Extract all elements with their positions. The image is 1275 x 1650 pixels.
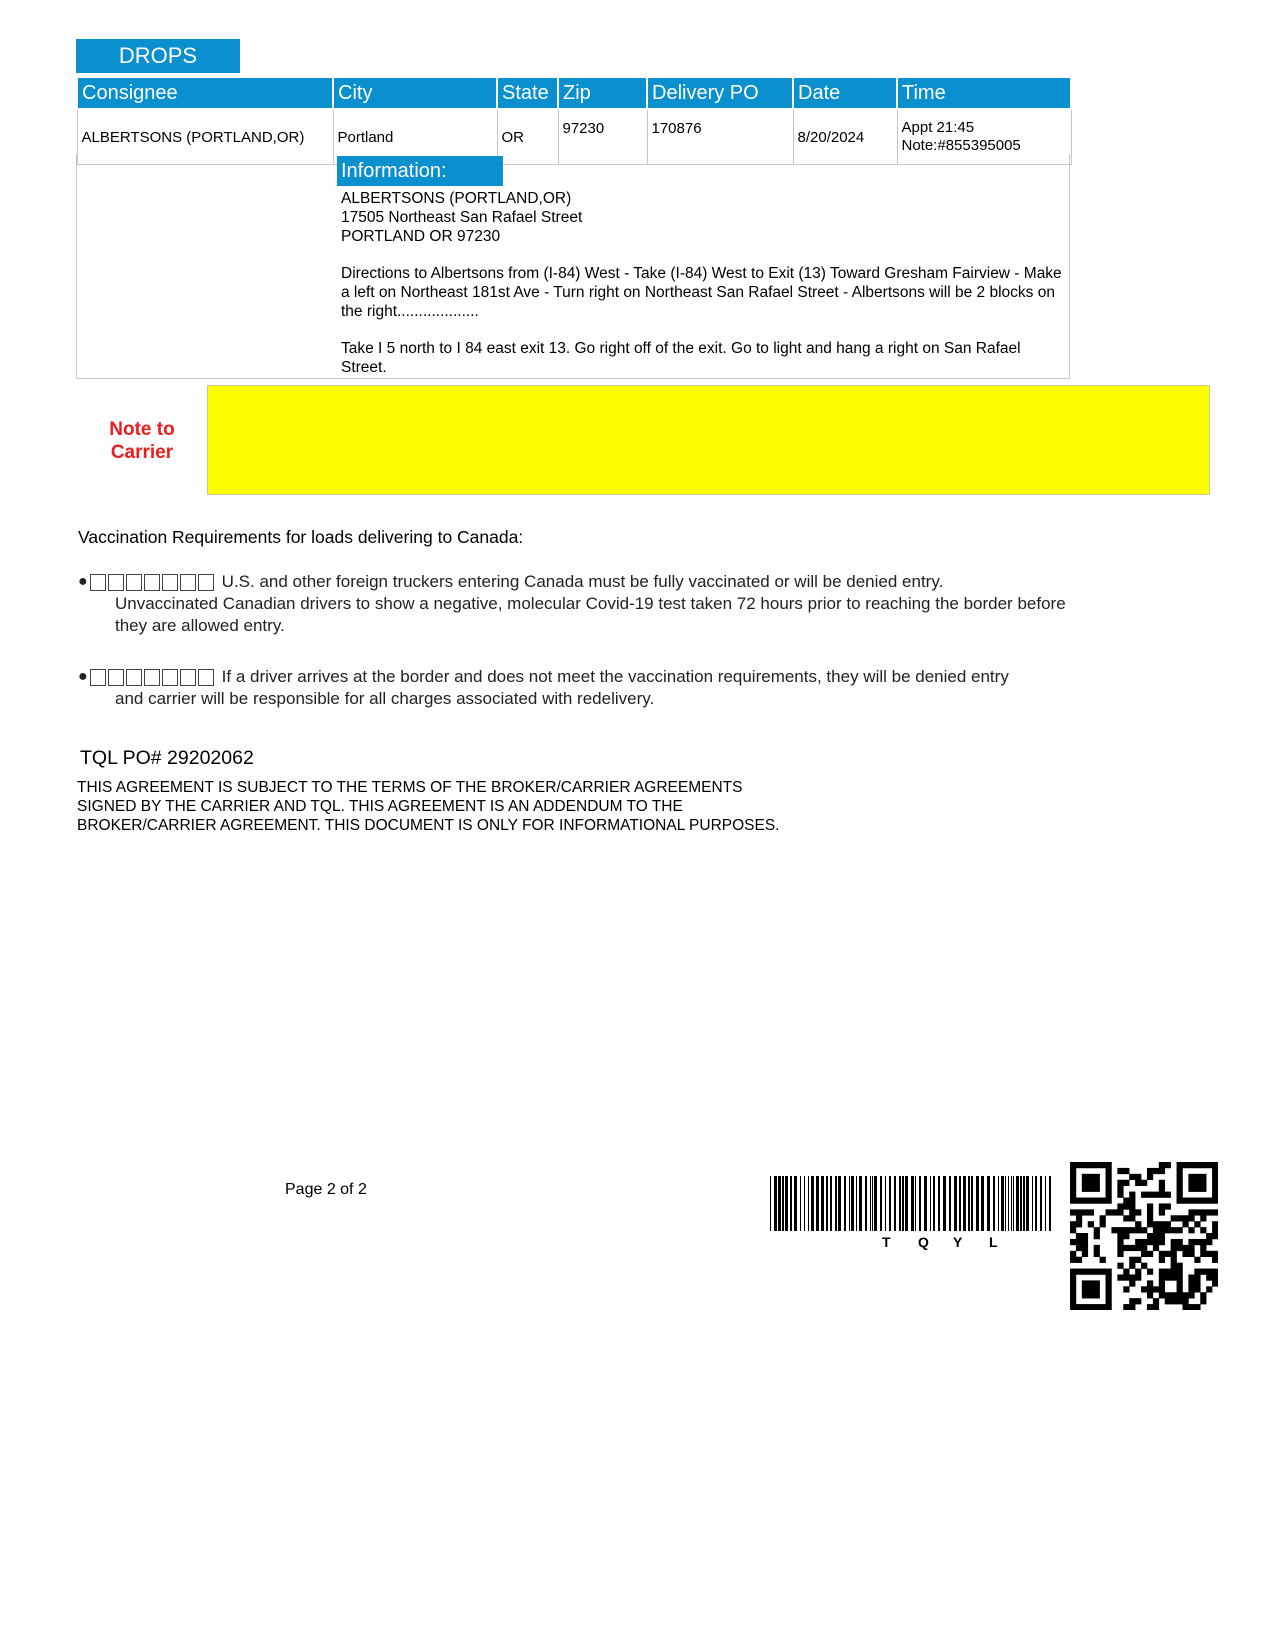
cell-delivery-po: 170876 — [647, 109, 793, 165]
address-line-1: ALBERTSONS (PORTLAND,OR) — [341, 190, 572, 207]
vaccination-bullet-1 — [78, 571, 1088, 637]
qr-code-image — [1070, 1162, 1218, 1310]
vaccination-title: Vaccination Requirements for loads delivering to Canada: — [78, 527, 524, 547]
page-number: Page 2 of 2 — [285, 1181, 367, 1198]
alt-directions-text: Take I 5 north to I 84 east exit 13. Go right off of the exit. Go to light and hang a right on San Rafael Street. — [341, 340, 1021, 376]
bullet-dot-icon: ● — [78, 573, 88, 590]
drops-table — [76, 76, 1072, 165]
agreement-text: THIS AGREEMENT IS SUBJECT TO THE TERMS OF THE BROKER/CARRIER AGREEMENTS SIGNED BY THE CARRIER AND TQL. THIS AGREEMENT IS AN ADDENDUM TO THE BROKER/CARRIER AGREEMENT. THIS DOCUMENT IS ONLY FOR INFORMATIONAL PURPOSES. — [77, 779, 780, 834]
directions-text: Directions to Albertsons from (I-84) West - Take (I-84) West to Exit (13) Toward Gresham Fairview - Make a left on Northeast 181st Ave - Turn right on Northeast San Rafael Street - Albertsons will be 2 blocks on the right................... — [341, 265, 1062, 320]
header-date: Date — [793, 77, 897, 109]
cell-city: Portland — [333, 109, 497, 165]
note-label-line-2: Carrier — [110, 442, 174, 463]
note-to-carrier-label — [104, 418, 180, 464]
bullet-dot-icon: ● — [78, 668, 88, 685]
time-appt: Appt 21:45 — [901, 119, 975, 136]
bullet-2-first-line: If a driver arrives at the border and does not meet the vaccination requirements, they will be denied entry — [221, 667, 1009, 686]
barcode-letter: Q — [918, 1234, 929, 1250]
header-consignee: Consignee — [77, 77, 333, 109]
header-time: Time — [897, 77, 1071, 109]
table-header-row — [77, 77, 1071, 109]
bullet-1-first-line: U.S. and other foreign truckers entering Canada must be fully vaccinated or will be denied entry. — [221, 572, 944, 591]
placeholder-boxes-icon — [90, 574, 214, 591]
barcode-letter: Y — [953, 1234, 963, 1250]
barcode-letter: L — [989, 1234, 998, 1250]
header-zip: Zip — [558, 77, 647, 109]
information-text — [341, 189, 1066, 395]
time-note: Note:#855395005 — [901, 137, 1021, 154]
note-to-carrier-box — [207, 385, 1210, 495]
address-line-3: PORTLAND OR 97230 — [341, 228, 501, 245]
note-label-line-1: Note to — [109, 419, 175, 440]
cell-consignee: ALBERTSONS (PORTLAND,OR) — [77, 109, 333, 165]
barcode-image — [770, 1176, 1055, 1231]
information-label: Information: — [337, 156, 503, 186]
header-delivery-po: Delivery PO — [647, 77, 793, 109]
cell-date: 8/20/2024 — [793, 109, 897, 165]
barcode-letter: T — [882, 1234, 891, 1250]
cell-state: OR — [497, 109, 558, 165]
address-line-2: 17505 Northeast San Rafael Street — [341, 209, 583, 226]
vaccination-bullet-2 — [78, 666, 1088, 710]
cell-zip: 97230 — [558, 109, 647, 165]
drops-section-tab: DROPS — [76, 39, 240, 73]
header-state: State — [497, 77, 558, 109]
placeholder-boxes-icon — [90, 669, 214, 686]
header-city: City — [333, 77, 497, 109]
tql-po-number: TQL PO# 29202062 — [80, 747, 254, 769]
bullet-1-continuation: Unvaccinated Canadian drivers to show a negative, molecular Covid-19 test taken 72 hours prior to reaching the border before they are allowed entry. — [115, 594, 1066, 635]
bullet-2-continuation: and carrier will be responsible for all charges associated with redelivery. — [115, 689, 655, 708]
